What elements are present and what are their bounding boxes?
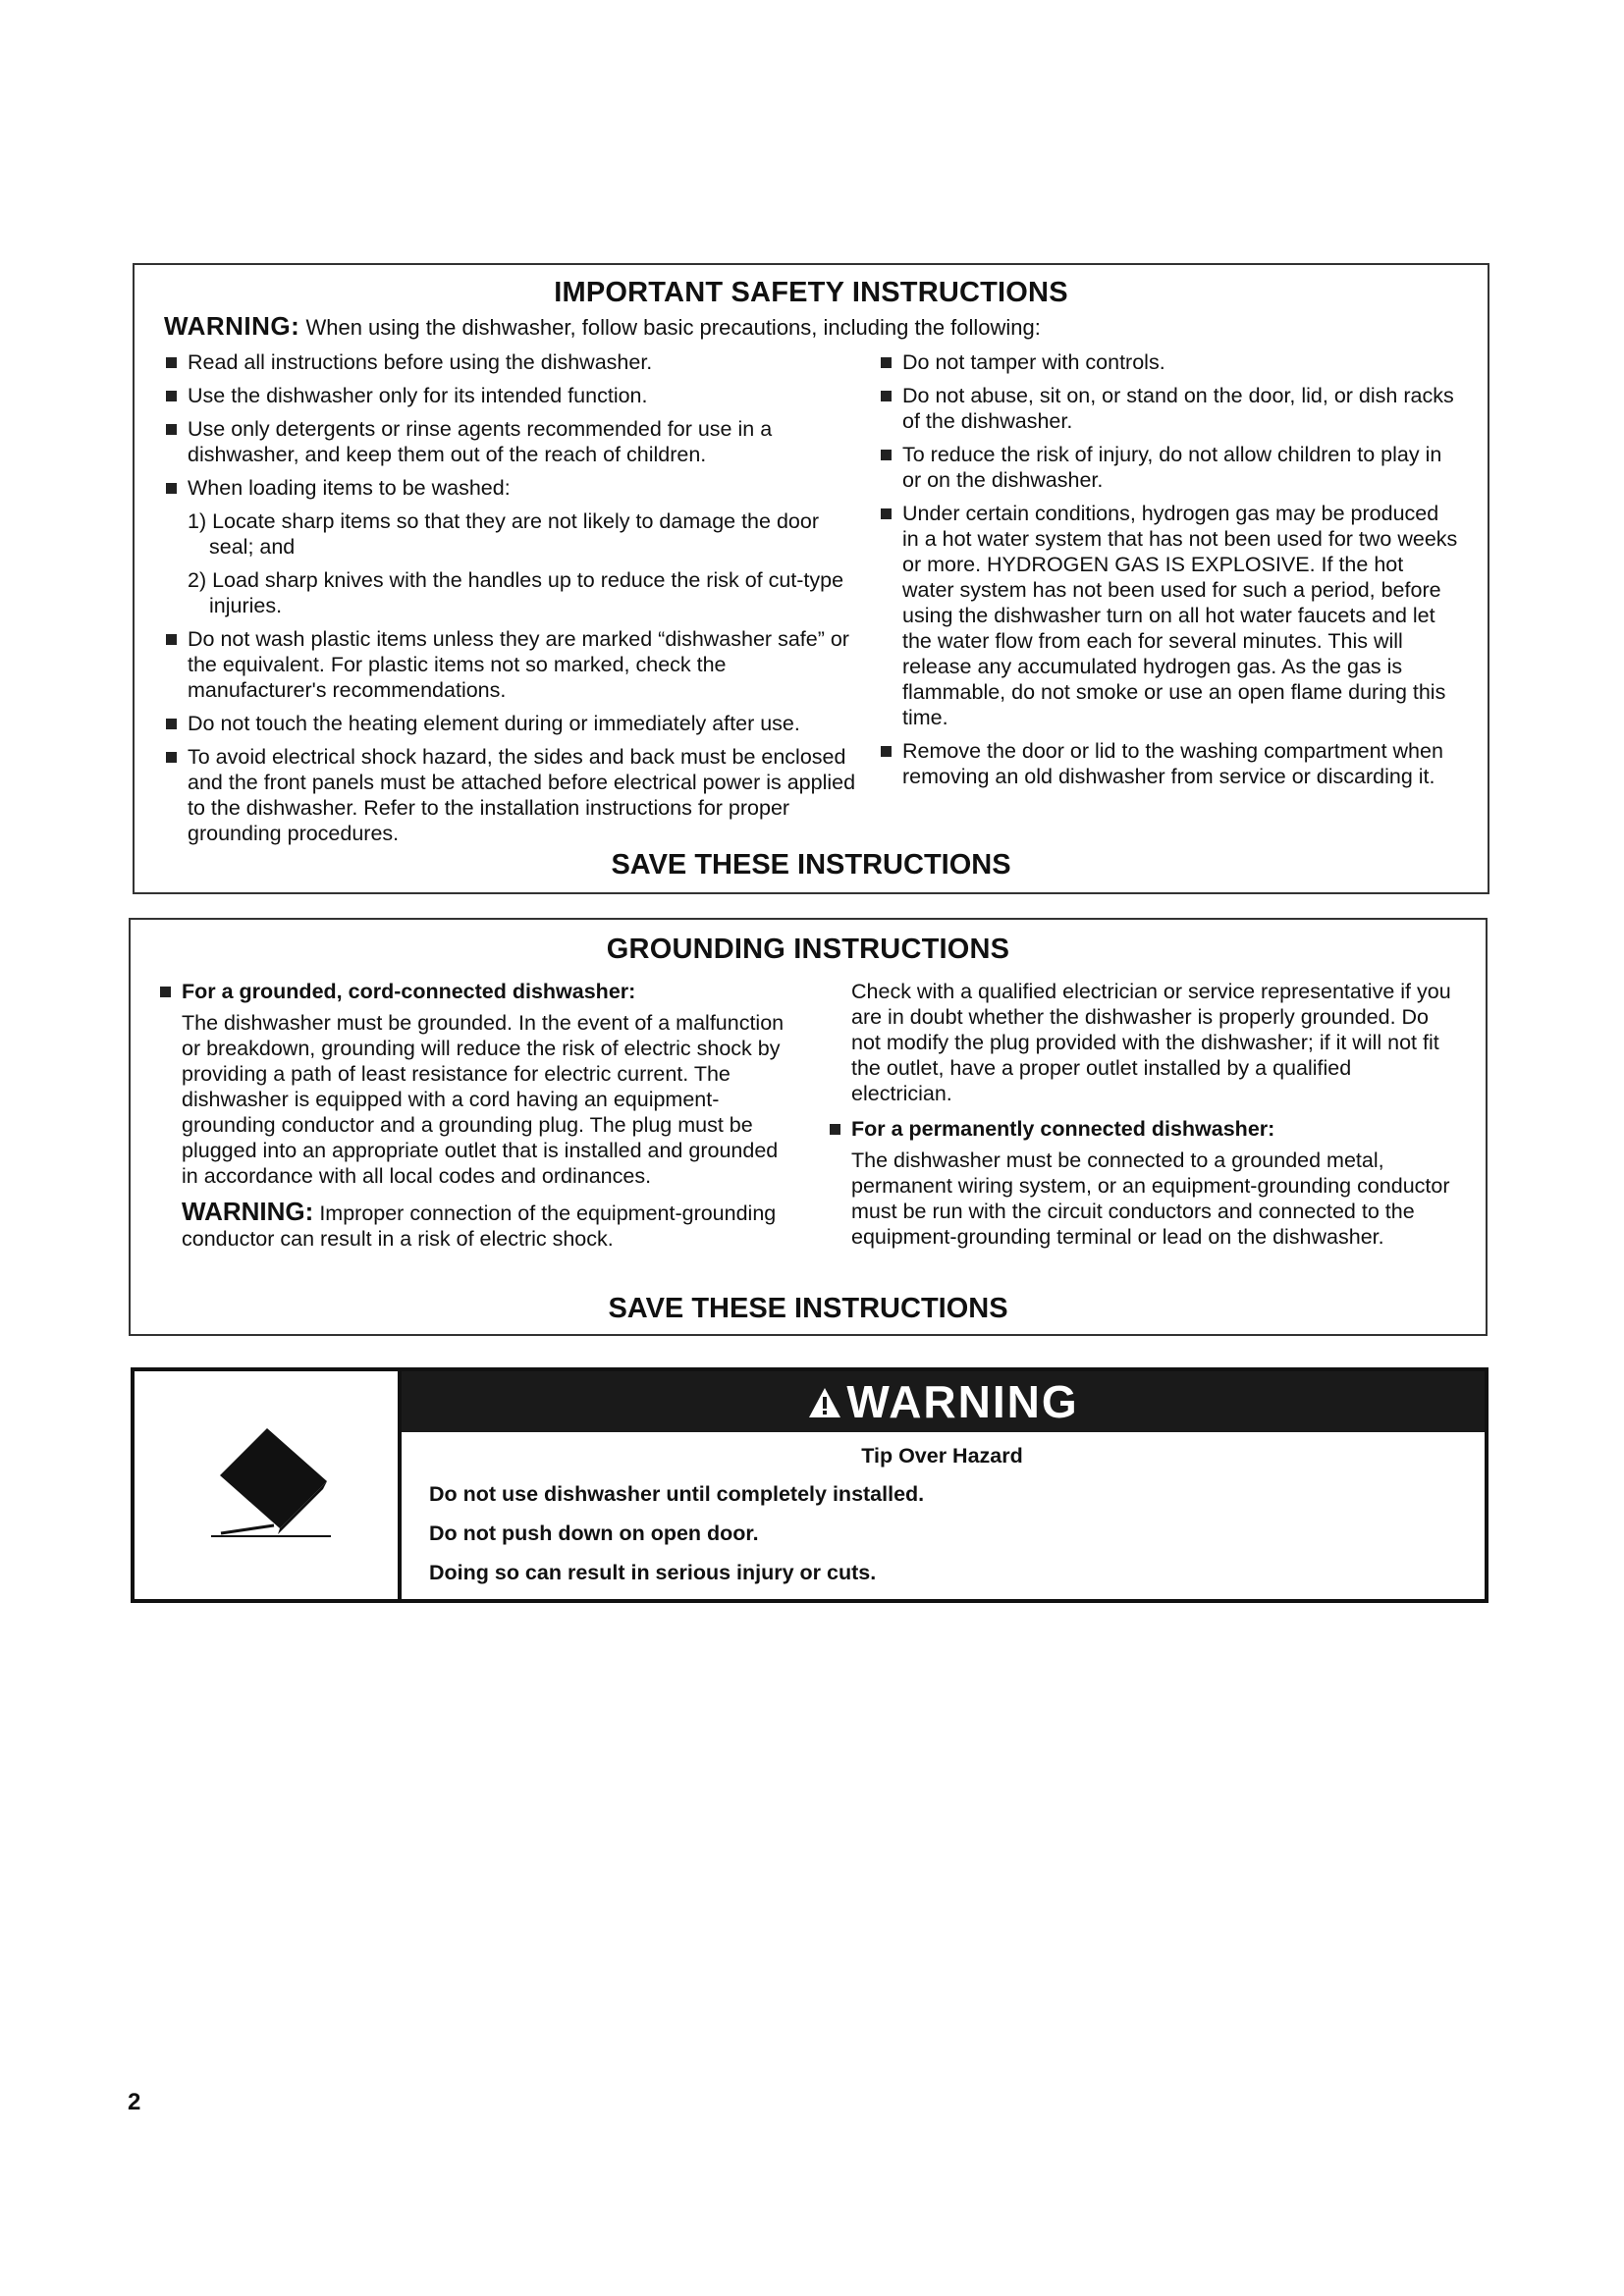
grounding-instructions-box (129, 918, 1488, 1336)
grounding-corded-heading: For a grounded, cord-connected dishwasher: (158, 979, 786, 1004)
safety-item: Under certain conditions, hydrogen gas may be produced in a hot water system that has not been used for two weeks or more. HYDROGEN GAS IS EXPLOSIVE. If the hot water system has not been used for such a period, before using the dishwasher turn on all hot water faucets and let the water flow from each for several minutes. This will release any accumulated hydrogen gas. As the gas is flammable, do not smoke or use an open flame during this time. (879, 501, 1458, 730)
safety-item: Do not wash plastic items unless they are marked “dishwasher safe” or the equivalent. For plastic items not so marked, check the manufacturer's recommendations. (164, 626, 865, 703)
grounding-permanent-heading: For a permanently connected dishwasher: (828, 1116, 1456, 1142)
safety-item: When loading items to be washed: (164, 475, 999, 501)
safety-item: Do not touch the heating element during or immediately after use. (164, 711, 875, 736)
tip-over-icon-cell (135, 1371, 402, 1599)
warning-line: Do not push down on open door. (429, 1522, 759, 1545)
grounding-left-column (158, 979, 786, 1261)
grounding-title: GROUNDING INSTRUCTIONS (606, 934, 1010, 965)
safety-subitem: 2) Load sharp knives with the handles up to reduce the risk of cut-type injuries. (188, 568, 844, 617)
warning-triangle-icon (807, 1373, 842, 1434)
grounding-right-column (828, 979, 1456, 1259)
safety-left-column (164, 349, 999, 854)
safety-item: Remove the door or lid to the washing compartment when removing an old dishwasher from service or discarding it. (879, 738, 1458, 789)
grounding-corded-text: The dishwasher must be grounded. In the event of a malfunction or breakdown, grounding will reduce the risk of electric shock by providing a path of least resistance for electric current. The dishwasher is equipped with a cord having an equipment-grounding conductor and a grounding plug. The plug must be plugged into an appropriate outlet that is installed and grounded in accordance with all local codes and ordinances. (182, 1011, 785, 1188)
grounding-check-text: Check with a qualified electrician or service representative if you are in doubt whether the dishwasher is properly grounded. Do not modify the plug provided with the dishwasher; if it will not fit the outlet, have a proper outlet installed by a qualified electrician. (851, 980, 1451, 1105)
safety-item: Do not tamper with controls. (879, 349, 1458, 375)
warning-banner-text: WARNING (846, 1376, 1079, 1427)
safety-warning-text: When using the dishwasher, follow basic precautions, including the following: (305, 315, 1041, 340)
safety-title: IMPORTANT SAFETY INSTRUCTIONS (554, 277, 1068, 308)
warning-subtitle: Tip Over Hazard (861, 1444, 1023, 1468)
page-number: 2 (128, 2089, 141, 2115)
safety-item: Do not abuse, sit on, or stand on the door, lid, or dish racks of the dishwasher. (879, 383, 1458, 434)
safety-item: Use the dishwasher only for its intended function. (164, 383, 999, 408)
warning-line: Doing so can result in serious injury or cuts. (429, 1561, 877, 1584)
grounding-save-instructions: SAVE THESE INSTRUCTIONS (608, 1293, 1008, 1324)
safety-item: Read all instructions before using the dishwasher. (164, 349, 999, 375)
warning-content (429, 1444, 1465, 1600)
warning-line: Do not use dishwasher until completely installed. (429, 1482, 925, 1506)
warning-banner (402, 1371, 1485, 1432)
grounding-warning-text: Improper connection of the equipment-grounding conductor can result in a risk of electric shock. (182, 1201, 777, 1251)
tip-over-hazard-icon (135, 1371, 402, 1599)
safety-subitem: 1) Locate sharp items so that they are not likely to damage the door seal; and (188, 509, 819, 559)
safety-save-instructions: SAVE THESE INSTRUCTIONS (611, 849, 1011, 881)
grounding-permanent-text: The dishwasher must be connected to a grounded metal, permanent wiring system, or an equipment-grounding conductor must be run with the circuit conductors and connected to the equipment-grounding terminal or lead on the dishwasher. (851, 1148, 1450, 1249)
grounding-warning-word: WARNING: (182, 1197, 314, 1226)
safety-item: To avoid electrical shock hazard, the sides and back must be enclosed and the front panels must be attached before electrical power is applied to the dishwasher. Refer to the installation instructions for proper grounding procedures. (164, 744, 865, 846)
safety-item: Use only detergents or rinse agents recommended for use in a dishwasher, and keep them out of the reach of children. (164, 416, 836, 467)
safety-item: To reduce the risk of injury, do not allow children to play in or on the dishwasher. (879, 442, 1458, 493)
tip-over-warning-box (131, 1367, 1489, 1603)
safety-instructions-box (133, 263, 1489, 894)
grounding-warning (182, 1199, 786, 1252)
safety-right-column (879, 349, 1458, 797)
safety-warning-word: WARNING: (164, 311, 300, 341)
safety-warning-intro (164, 311, 1041, 342)
